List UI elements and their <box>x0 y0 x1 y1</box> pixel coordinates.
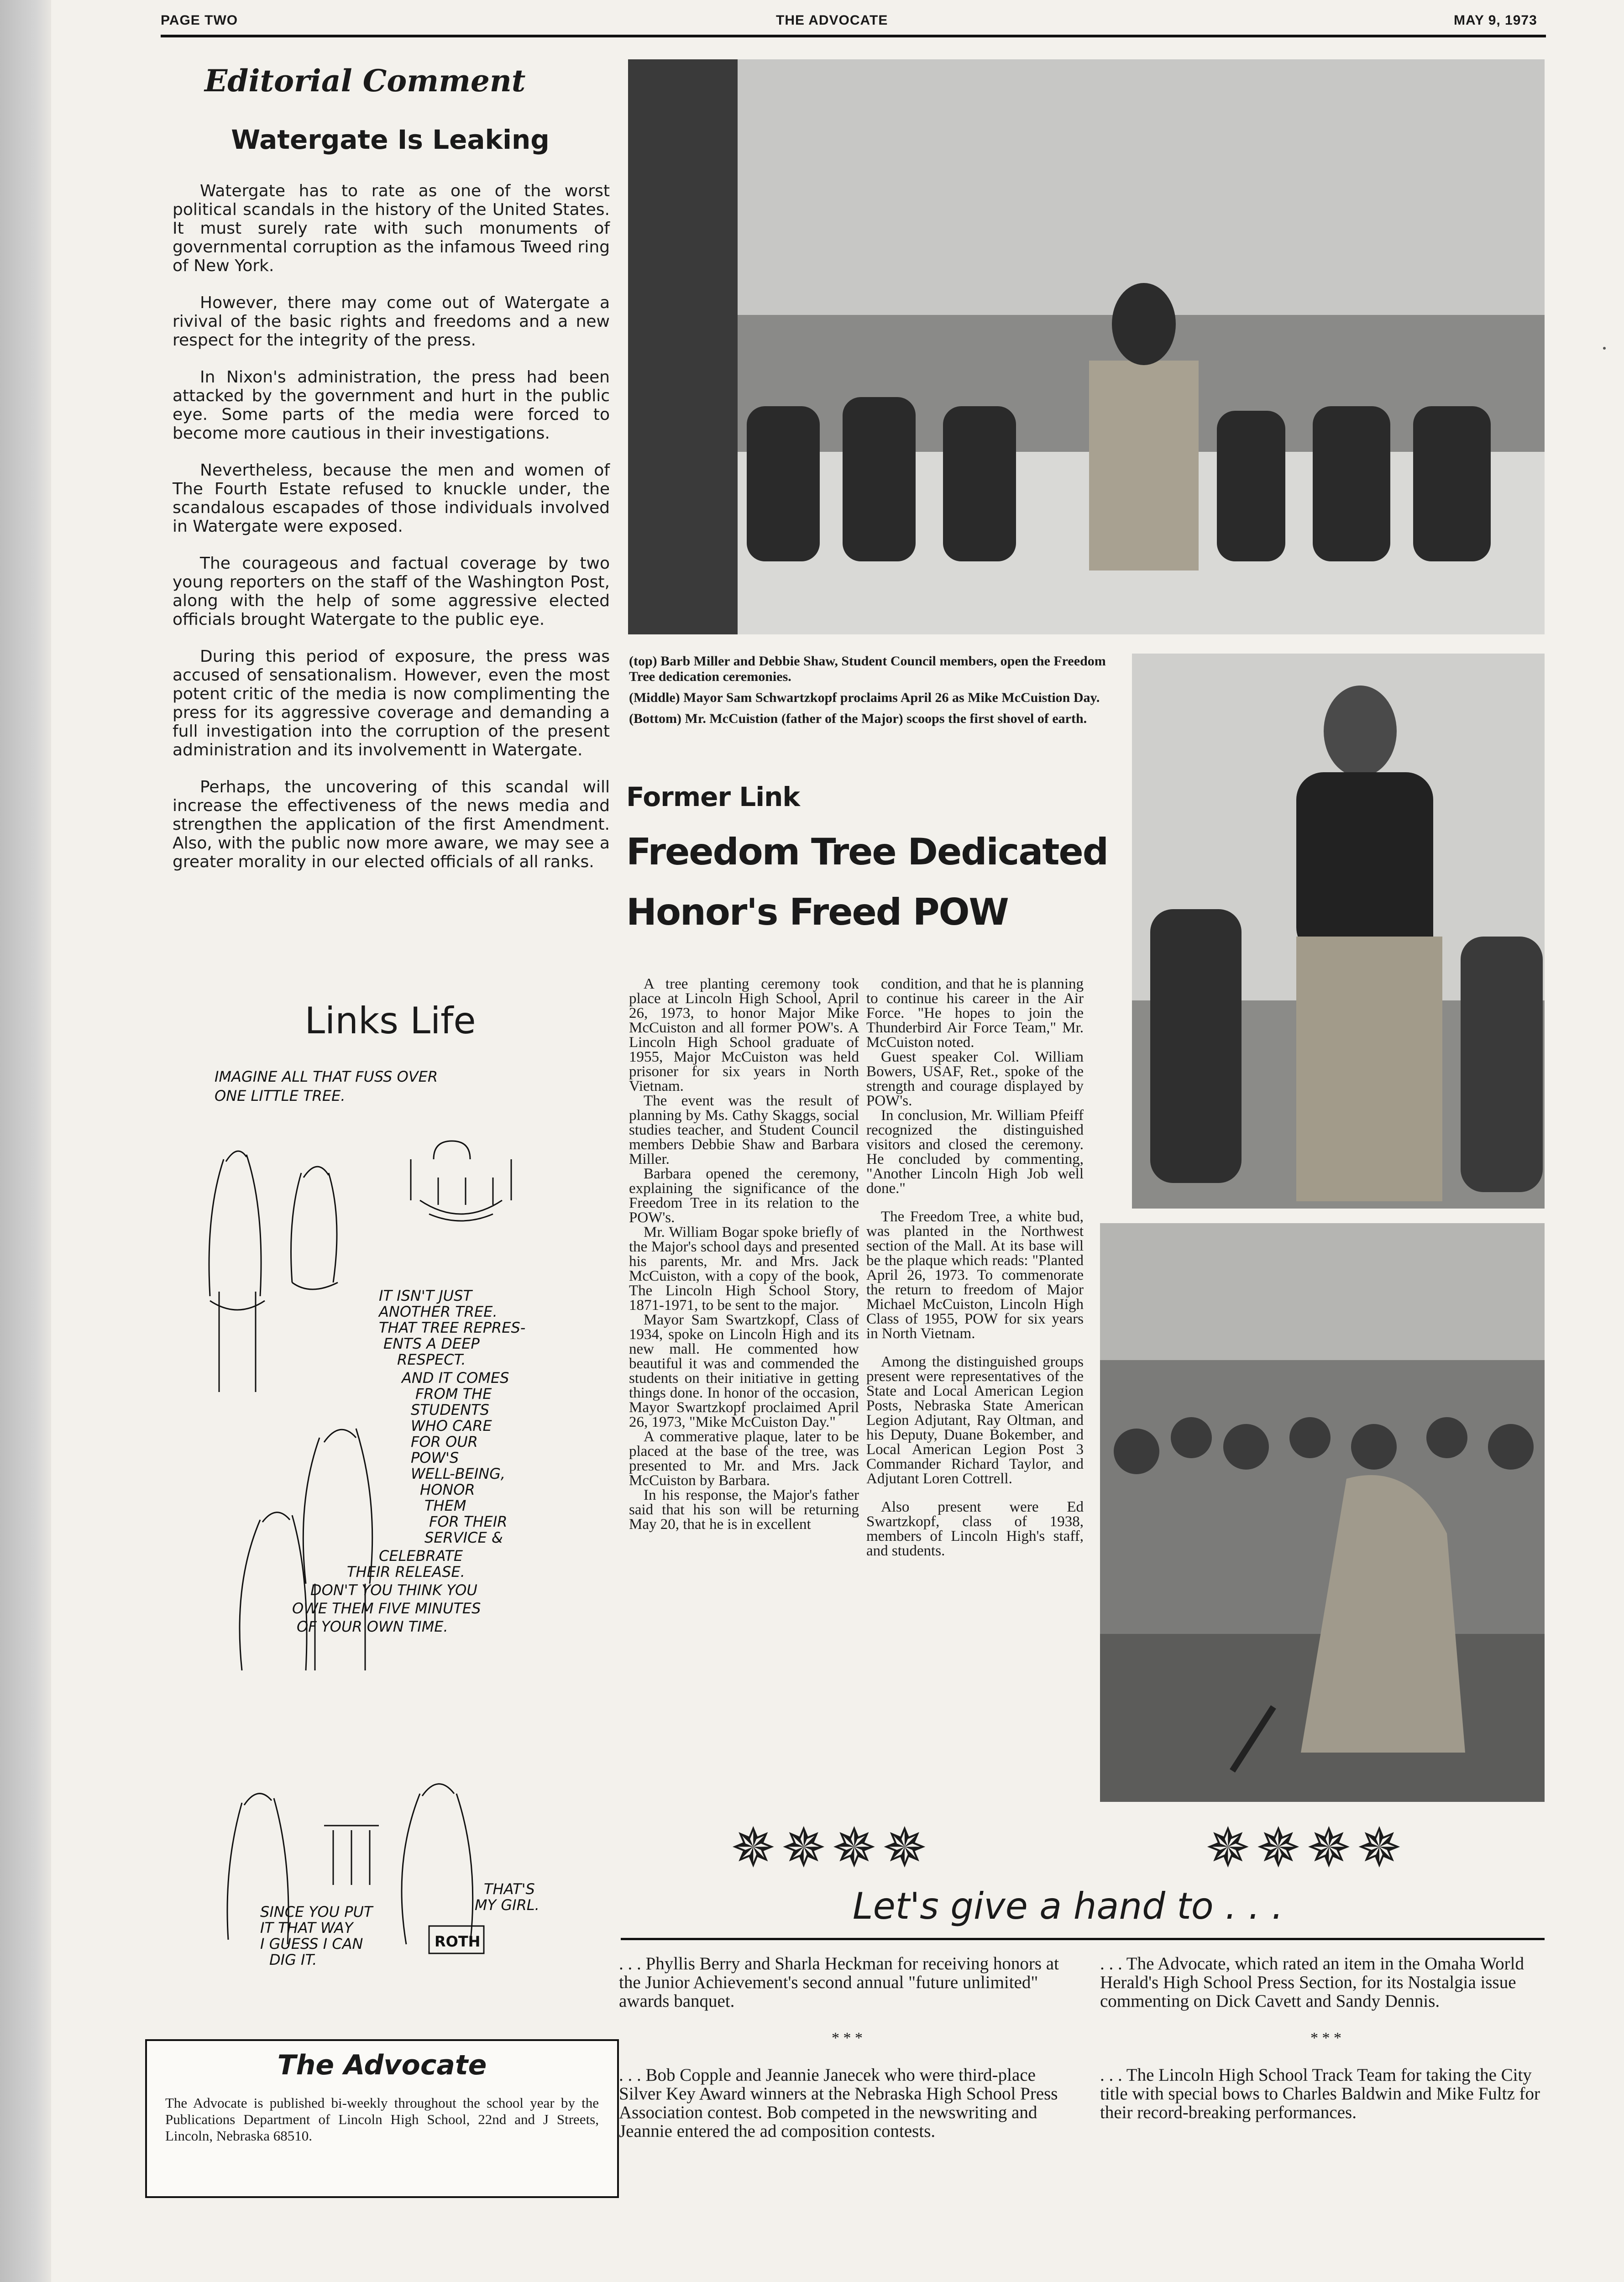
editorial-paragraph: Perhaps, the uncovering of this scandal will increase the effectiveness of the news media and strengthen the application of the first Amendment. Also, with the public now more aware, we may see a greater morality in our elected officials of all ranks. <box>173 778 610 871</box>
cartoon-signature: ROTH <box>435 1933 481 1950</box>
give-a-hand-right <box>1100 1954 1552 2122</box>
photo-mayor-podium-image <box>1132 654 1545 1209</box>
photo-mayor-podium <box>1132 654 1545 1209</box>
photo-tree-planting <box>1100 1223 1545 1802</box>
links-life-cartoon <box>183 1063 593 2045</box>
story-kicker: Former Link <box>626 781 800 812</box>
story-paragraph: Mr. William Bogar spoke briefly of the Major's school days and presented his parents, Mr. and Mrs. Jack McCuiston, with a copy of the book, The Lincoln High School Story, 1871-1971, to be sent to the major. <box>629 1224 859 1314</box>
cartoon-caption-line: ONE LITTLE TREE. <box>215 1087 346 1104</box>
cartoon-reply-line: DON'T YOU THINK YOU <box>310 1581 477 1599</box>
give-a-hand-left <box>619 1954 1075 2141</box>
photo-ceremony-top <box>628 59 1545 634</box>
links-life-title: Links Life <box>304 1000 476 1042</box>
cartoon-since-line: IT THAT WAY <box>260 1919 353 1937</box>
editorial-paragraph: The courageous and factual coverage by two young reporters on the staff of the Washington Post, along with the help of some aggressive elected officials brought Watergate to the public eye. <box>173 554 610 629</box>
cartoon-speech-line: SERVICE & <box>424 1529 503 1546</box>
editorial-section-title: Editorial Comment <box>204 63 526 99</box>
story-paragraph: In conclusion, Mr. William Pfeiff recognized the distinguished visitors and closed the ceremony. He concluded by commenting, "Another Lincoln High Job well done." <box>866 1107 1084 1197</box>
issue-date: MAY 9, 1973 <box>1454 13 1537 28</box>
editorial-paragraph: During this period of exposure, the press was accused of sensationalism. However, even the most potent critic of the media is now complimenting the press for its aggressive coverage and demanding a full investigation into the corruption of the present administration and its involvementt in Watergate. <box>173 647 610 759</box>
cartoon-speech-line: WELL-BEING, <box>411 1465 506 1482</box>
editorial-paragraph: Watergate has to rate as one of the worst political scandals in the history of the United States. It must surely rate with such monuments of governmental corruption as the infamous Tweed ring of New York. <box>173 182 610 275</box>
caption-middle: (Middle) Mayor Sam Schwartzkopf proclaims April 26 as Mike McCuistion Day. <box>629 690 1100 705</box>
cartoon-since-line: SINCE YOU PUT <box>260 1903 373 1921</box>
give-a-hand-title: Let's give a hand to . . . <box>853 1885 1283 1927</box>
story-paragraph: Also present were Ed Swartzkopf, class of 1938, members of Lincoln High's staff, and students. <box>866 1499 1084 1559</box>
cartoon-speech-line: ENTS A DEEP <box>383 1335 480 1352</box>
cartoon-speech-line: AND IT COMES <box>402 1369 509 1387</box>
story-paragraph: A tree planting ceremony took place at Lincoln High School, April 26, 1973, to honor Major Mike McCuiston and all former POW's. A Lincoln High School graduate of 1955, Major McCuiston was held prisoner for six years in North Vietnam. <box>629 976 859 1094</box>
cartoon-speech-line: FOR THEIR <box>429 1513 508 1530</box>
photo-ceremony-top-image <box>628 59 1545 634</box>
cartoon-speech-line: ANOTHER TREE. <box>379 1303 498 1320</box>
editorial-headline: Watergate Is Leaking <box>231 124 550 155</box>
caption-bottom: (Bottom) Mr. McCuistion (father of the Major) scoops the first shovel of earth. <box>629 711 1087 726</box>
hand-item: . . . Phyllis Berry and Sharla Heckman for receiving honors at the Junior Achievement's second annual "future unlimited" awards banquet. <box>619 1954 1059 2011</box>
cartoon-since-line: I GUESS I CAN <box>260 1935 363 1952</box>
cartoon-speech-line: WHO CARE <box>411 1417 492 1434</box>
story-paragraph: Mayor Sam Swartzkopf, Class of 1934, spoke on Lincoln High and its new mall. He commented how beautiful it was and commended the students on their initiative in getting things done. In honor of the occasion, Mayor Swartzkopf proclaimed April 26, 1973, "Mike McCuiston Day." <box>629 1312 859 1430</box>
give-a-hand-rule <box>621 1938 1545 1940</box>
cartoon-speech-line: STUDENTS <box>411 1401 489 1418</box>
cartoon-speech-line: THEM <box>424 1497 466 1514</box>
hand-item: . . . The Advocate, which rated an item in the Omaha World Herald's High School Press Section, for its Nostalgia issue commenting on Dick Cavett and Sandy Dennis. <box>1100 1954 1524 2011</box>
story-column-1 <box>629 977 859 1532</box>
cartoon-speech-line: HONOR <box>420 1481 475 1498</box>
page-speck <box>1603 347 1606 350</box>
stars-left-icon: ✵✵✵✵ <box>730 1818 932 1879</box>
story-headline-line-1: Freedom Tree Dedicated <box>626 831 1108 873</box>
editorial-paragraph: However, there may come out of Watergate a rivival of the basic rights and freedoms and a new respect for the integrity of the press. <box>173 293 610 350</box>
hand-item: . . . The Lincoln High School Track Team for taking the City title with special bows to Charles Baldwin and Mike Fultz for their record-breaking performances. <box>1100 2065 1540 2122</box>
cartoon-speech-line: POW'S <box>411 1449 459 1466</box>
cartoon-speech-line: THEIR RELEASE. <box>347 1563 465 1581</box>
stars-right-icon: ✵✵✵✵ <box>1205 1818 1407 1879</box>
caption-top: (top) Barb Miller and Debbie Shaw, Student Council members, open the Freedom Tree dedication ceremonies. <box>629 654 1106 684</box>
story-paragraph: The Freedom Tree, a white bud, was planted in the Northwest section of the Mall. At its base will be the plaque which reads: "Planted April 26, 1973. To commenorate the return to freedom of Major Michael McCuiston, Lincoln High Class of 1955, POW for six years in North Vietnam. <box>866 1209 1084 1342</box>
cartoon-speech-line: FROM THE <box>415 1385 492 1403</box>
cartoon-reply-line: OWE THEM FIVE MINUTES <box>292 1600 481 1617</box>
editorial-body <box>173 182 610 871</box>
story-paragraph: Guest speaker Col. William Bowers, USAF, Ret., spoke of the strength and courage displayed by POW's. <box>866 1049 1084 1109</box>
hand-separator: * * * <box>832 2030 863 2046</box>
editorial-paragraph: Nevertheless, because the men and women of The Fourth Estate refused to knuckle under, the scandalous escapades of those individuals involved in Watergate were exposed. <box>173 461 610 536</box>
cartoon-speech-line: RESPECT. <box>397 1351 466 1368</box>
cartoon-speech-line: CELEBRATE <box>379 1547 463 1565</box>
story-paragraph: Among the distinguished groups present were representatives of the State and Local American Legion Posts, Nebraska State American Legion Adjutant, Ray Oltman, and his Deputy, Duane Bokember, and Local American Legion Post 3 Commander Richard Taylor, and Adjutant Loren Cottrell. <box>866 1354 1084 1487</box>
masthead-box <box>145 2039 619 2198</box>
masthead-body: The Advocate is published bi-weekly throughout the school year by the Publications Department of Lincoln High School, 22nd and J Streets, Lincoln, Nebraska 68510. <box>165 2095 599 2144</box>
cartoon-reply-line: OF YOUR OWN TIME. <box>297 1618 448 1635</box>
cartoon-since-line: DIG IT. <box>269 1951 317 1968</box>
masthead-title: The Advocate <box>277 2049 487 2081</box>
cartoon-caption-line: IMAGINE ALL THAT FUSS OVER <box>215 1068 438 1085</box>
story-paragraph: condition, and that he is planning to continue his career in the Air Force. "He hopes to join the Thunderbird Air Force Team," Mr. McCuiston noted. <box>866 976 1084 1051</box>
story-paragraph: In his response, the Major's father said that his son will be returning May 20, that he is in excellent <box>629 1487 859 1533</box>
story-paragraph: A commerative plaque, later to be placed at the base of the tree, was presented to Mr. and Mrs. Jack McCuiston by Barbara. <box>629 1429 859 1489</box>
cartoon-thats-line: THAT'S <box>484 1880 535 1898</box>
page-binding-edge <box>0 0 51 2282</box>
hand-separator: * * * <box>1310 2030 1341 2046</box>
cartoon-speech-line: IT ISN'T JUST <box>379 1287 472 1304</box>
page-label: PAGE TWO <box>161 13 238 28</box>
photo-tree-planting-image <box>1100 1223 1545 1802</box>
cartoon-speech-line: THAT TREE REPRES- <box>379 1319 526 1336</box>
story-paragraph: The event was the result of planning by Ms. Cathy Skaggs, social studies teacher, and Student Council members Debbie Shaw and Barbara Miller. <box>629 1093 859 1167</box>
photo-captions <box>629 654 1126 732</box>
paper-name: THE ADVOCATE <box>776 13 888 28</box>
story-headline-line-2: Honor's Freed POW <box>626 891 1008 933</box>
editorial-paragraph: In Nixon's administration, the press had been attacked by the government and hurt in the public eye. Some parts of the media were forced to become more cautious in their investigations. <box>173 368 610 443</box>
cartoon-thats-line: MY GIRL. <box>475 1896 540 1914</box>
header-rule <box>161 35 1546 37</box>
cartoon-speech-line: FOR OUR <box>411 1433 478 1450</box>
hand-item: . . . Bob Copple and Jeannie Janecek who were third-place Silver Key Award winners at the Nebraska High School Press Association contest. Bob competed in the newswriting and Jeannie entered the ad composition contests. <box>619 2065 1058 2141</box>
story-column-2 <box>866 977 1084 1558</box>
story-paragraph: Barbara opened the ceremony, explaining the significance of the Freedom Tree in its relation to the POW's. <box>629 1166 859 1226</box>
